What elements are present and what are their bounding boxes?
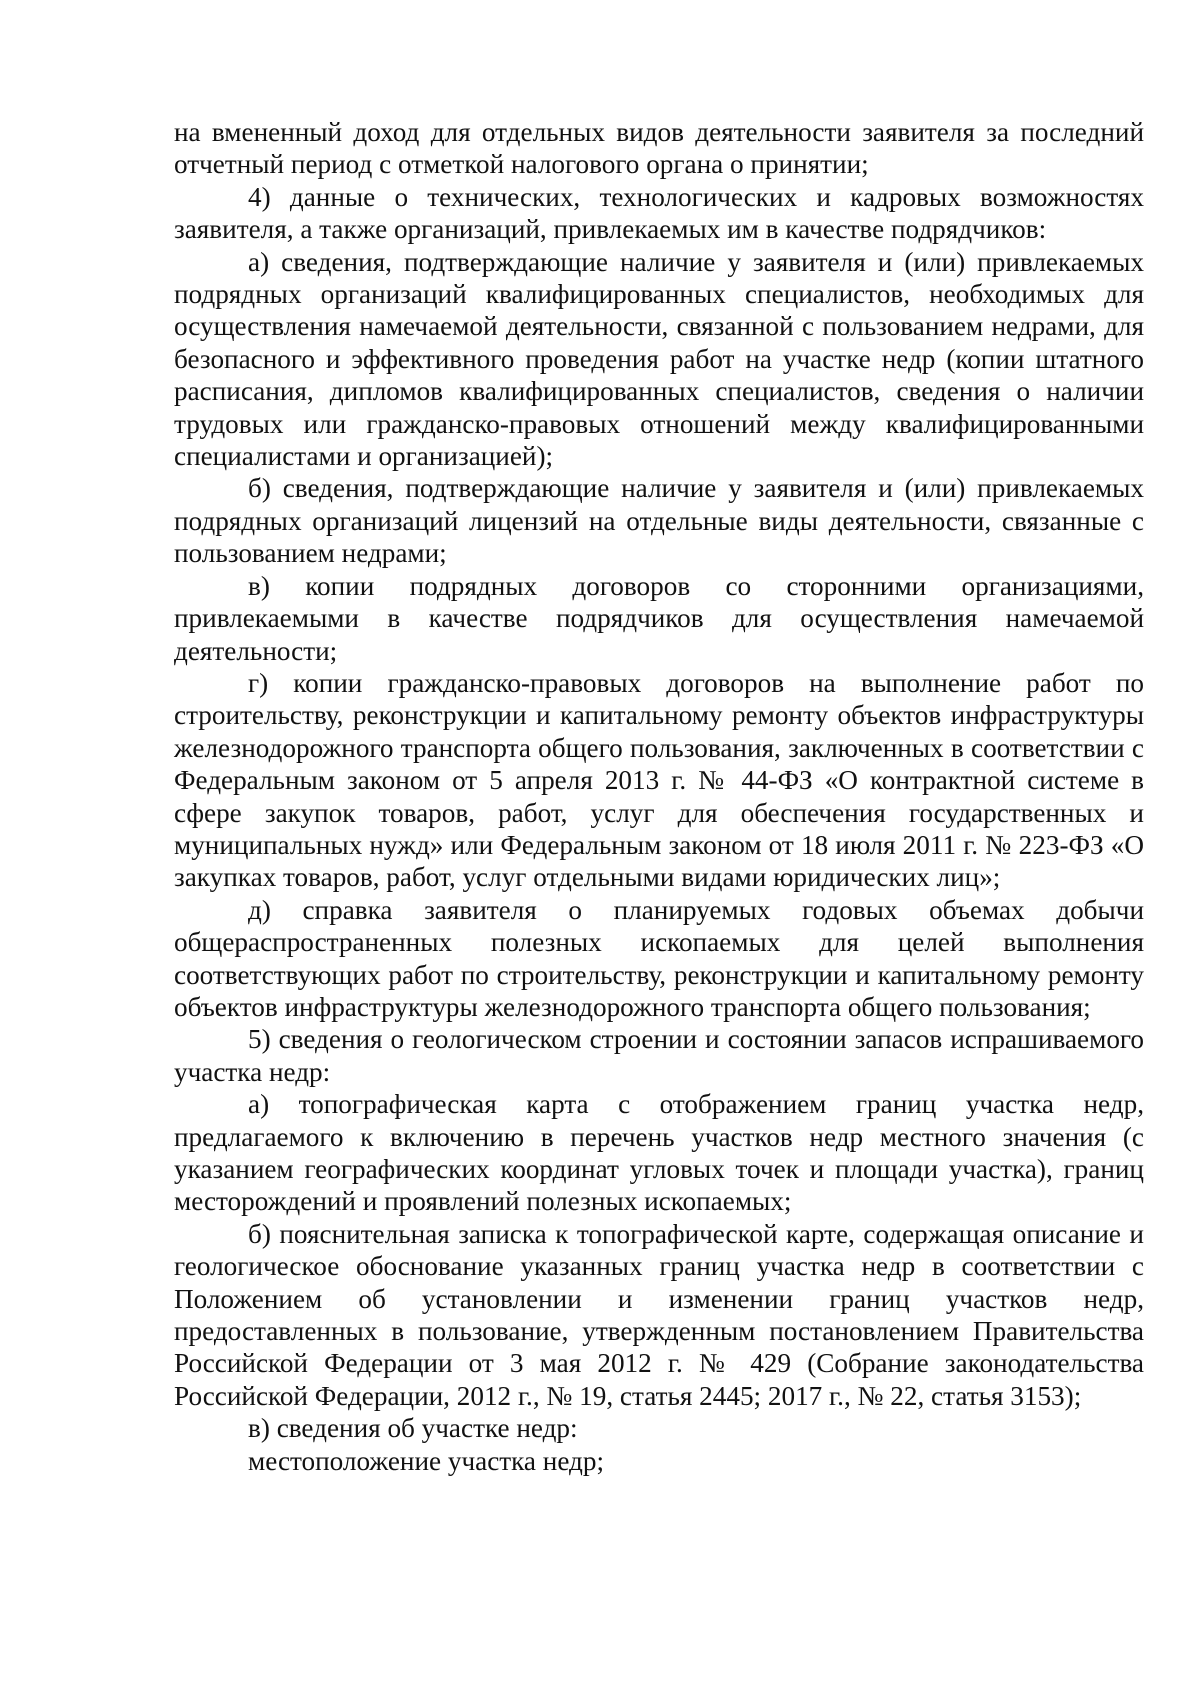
paragraph-item-5v: в) сведения об участке недр:: [248, 1413, 578, 1444]
paragraph-item-4a: а) сведения, подтверждающие наличие у заявителя и (или) привлекаемых подрядных организаций квалифицированных специалистов, необходимых для осуществления намечаемой деятельности, связанной с пользованием недрами, для безопасного и эффективного проведения работ на участке недр (копии штатного расписания, дипломов квалифицированных специалистов, сведения о наличии трудовых или гражданско-правовых отношений между квалифицированными специалистами и организацией);: [174, 246, 1144, 472]
paragraph-item-4g: г) копии гражданско-правовых договоров на выполнение работ по строительству, реконструкции и капитальному ремонту объектов инфраструктуры железнодорожного транспорта общего пользования, заключенных в соответствии с Федеральным законом от 5 апреля 2013 г. № 44-ФЗ «О контрактной системе в сфере закупок товаров, работ, услуг для обеспечения государственных и муниципальных нужд» или Федеральным законом от 18 июля 2011 г. № 223-ФЗ «О закупках товаров, работ, услуг отдельными видами юридических лиц»;: [174, 667, 1144, 893]
paragraph-item-4d: д) справка заявителя о планируемых годовых объемах добычи общераспространенных полезных ископаемых для целей выполнения соответствующих работ по строительству, реконструкции и капитальному ремонту объектов инфраструктуры железнодорожного транспорта общего пользования;: [174, 894, 1144, 1022]
paragraph-item-4v: в) копии подрядных договоров со сторонними организациями, привлекаемыми в качестве подрядчиков для осуществления намечаемой деятельности;: [174, 570, 1144, 666]
paragraph-item-5b: б) пояснительная записка к топографической карте, содержащая описание и геологическое обоснование указанных границ участка недр в соответствии с Положением об установлении и изменении границ участков недр, предоставленных в пользование, утвержденным постановлением Правительства Российской Федерации от 3 мая 2012 г. № 429 (Собрание законодательства Российской Федерации, 2012 г., № 19, статья 2445; 2017 г., № 22, статья 3153);: [174, 1218, 1144, 1411]
paragraph-item-5a: а) топографическая карта с отображением границ участка недр, предлагаемого к включению в перечень участков недр местного значения (с указанием географических координат угловых точек и площади участка), границ месторождений и проявлений полезных ископаемых;: [174, 1089, 1144, 1217]
paragraph-continuation: на вмененный доход для отдельных видов деятельности заявителя за последний отчетный период с отметкой налогового органа о принятии;: [174, 117, 1144, 180]
paragraph-item-5: 5) сведения о геологическом строении и состоянии запасов испрашиваемого участка недр:: [174, 1024, 1144, 1087]
document-body: [174, 116, 1144, 1477]
paragraph-item-4: 4) данные о технических, технологических и кадровых возможностях заявителя, а также организаций, привлекаемых им в качестве подрядчиков:: [174, 181, 1144, 245]
paragraph-location: местоположение участка недр;: [248, 1445, 605, 1476]
paragraph-item-4b: б) сведения, подтверждающие наличие у заявителя и (или) привлекаемых подрядных организаций лицензий на отдельные виды деятельности, связанные с пользованием недрами;: [174, 473, 1144, 569]
